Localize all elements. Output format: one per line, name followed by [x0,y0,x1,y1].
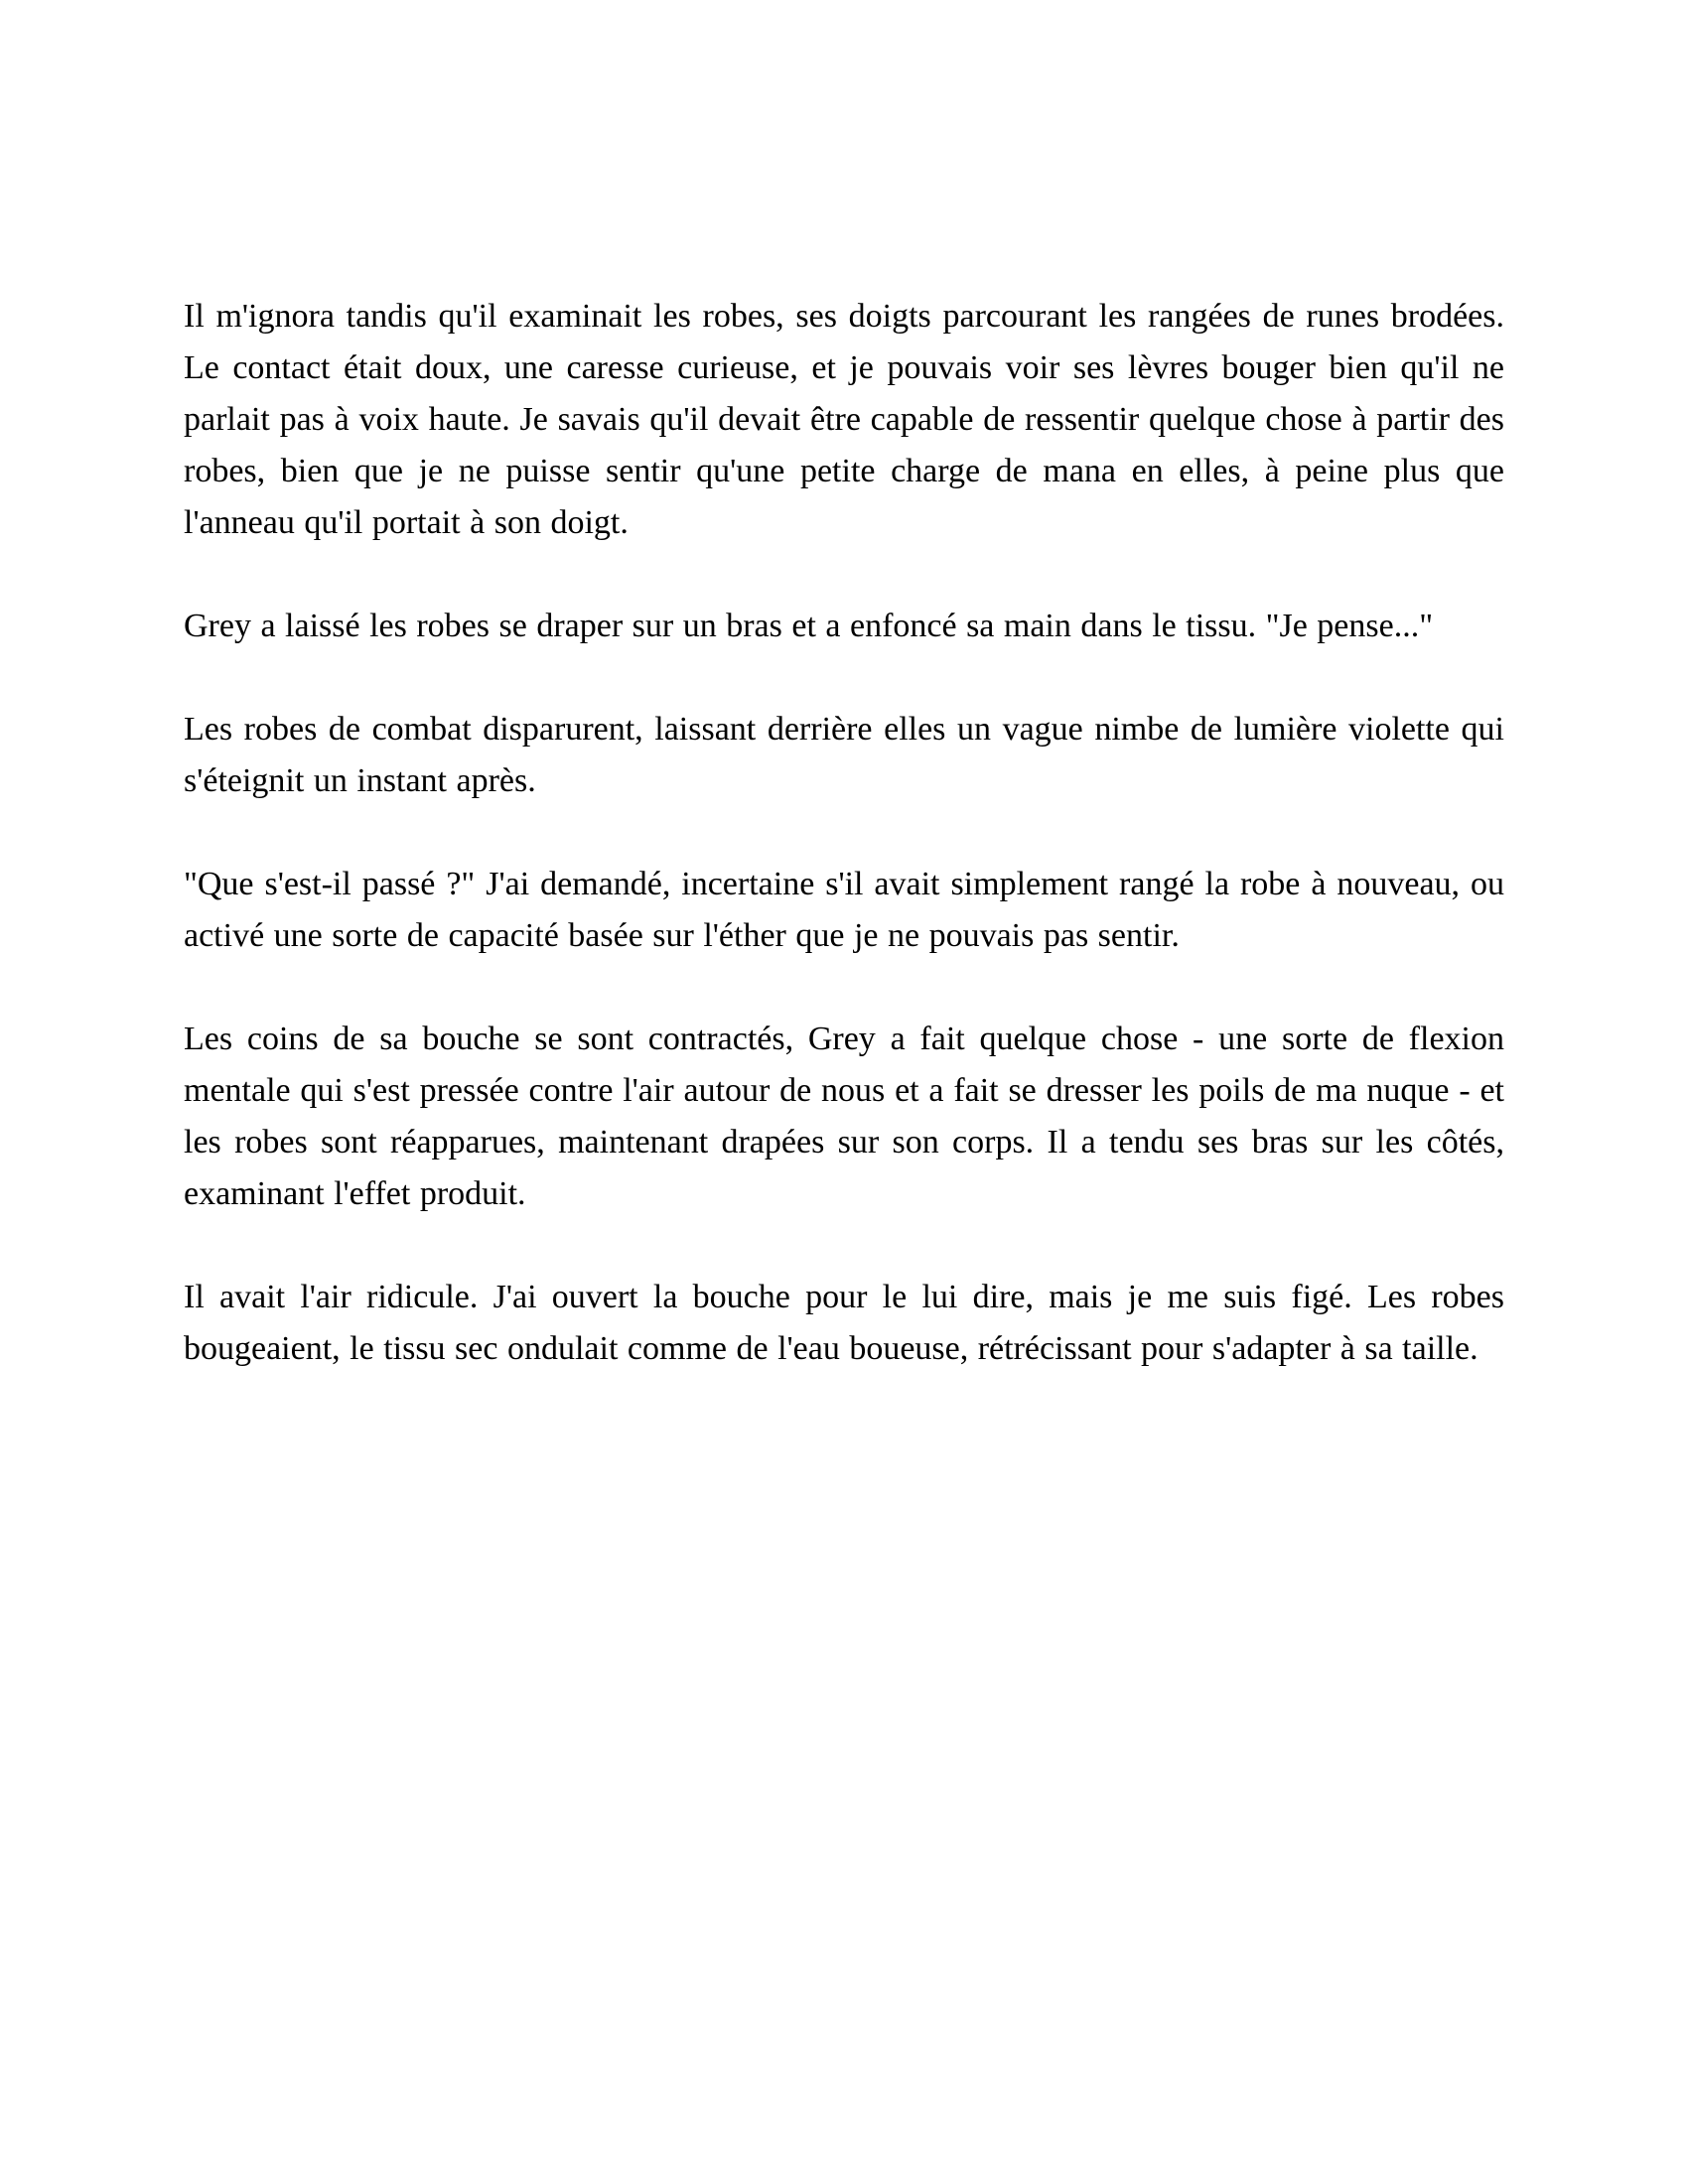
paragraph: Il avait l'air ridicule. J'ai ouvert la bouche pour le lui dire, mais je me suis figé. Les robes bougeaient, le tissu sec ondulait comme de l'eau boueuse, rétrécissant pour s'adapter à sa taille. [184,1279,1504,1367]
paragraph: "Que s'est-il passé ?" J'ai demandé, incertaine s'il avait simplement rangé la robe à nouveau, ou activé une sorte de capacité basée sur l'éther que je ne pouvais pas sentir. [184,866,1504,954]
paragraph: Les coins de sa bouche se sont contractés, Grey a fait quelque chose - une sorte de flexion mentale qui s'est pressée contre l'air autour de nous et a fait se dresser les poils de ma nuque - et les robes sont réapparues, maintenant drapées sur son corps. Il a tendu ses bras sur les côtés, examinant l'effet produit. [184,1021,1504,1212]
paragraph: Les robes de combat disparurent, laissant derrière elles un vague nimbe de lumière violette qui s'éteignit un instant après. [184,711,1504,799]
text-body [184,291,1504,1375]
paragraph: Grey a laissé les robes se draper sur un bras et a enfoncé sa main dans le tissu. "Je pense..." [184,608,1434,644]
paragraph: Il m'ignora tandis qu'il examinait les robes, ses doigts parcourant les rangées de runes brodées. Le contact était doux, une caresse curieuse, et je pouvais voir ses lèvres bouger bien qu'il ne parlait pas à voix haute. Je savais qu'il devait être capable de ressentir quelque chose à partir des robes, bien que je ne puisse sentir qu'une petite charge de mana en elles, à peine plus que l'anneau qu'il portait à son doigt. [184,298,1504,541]
